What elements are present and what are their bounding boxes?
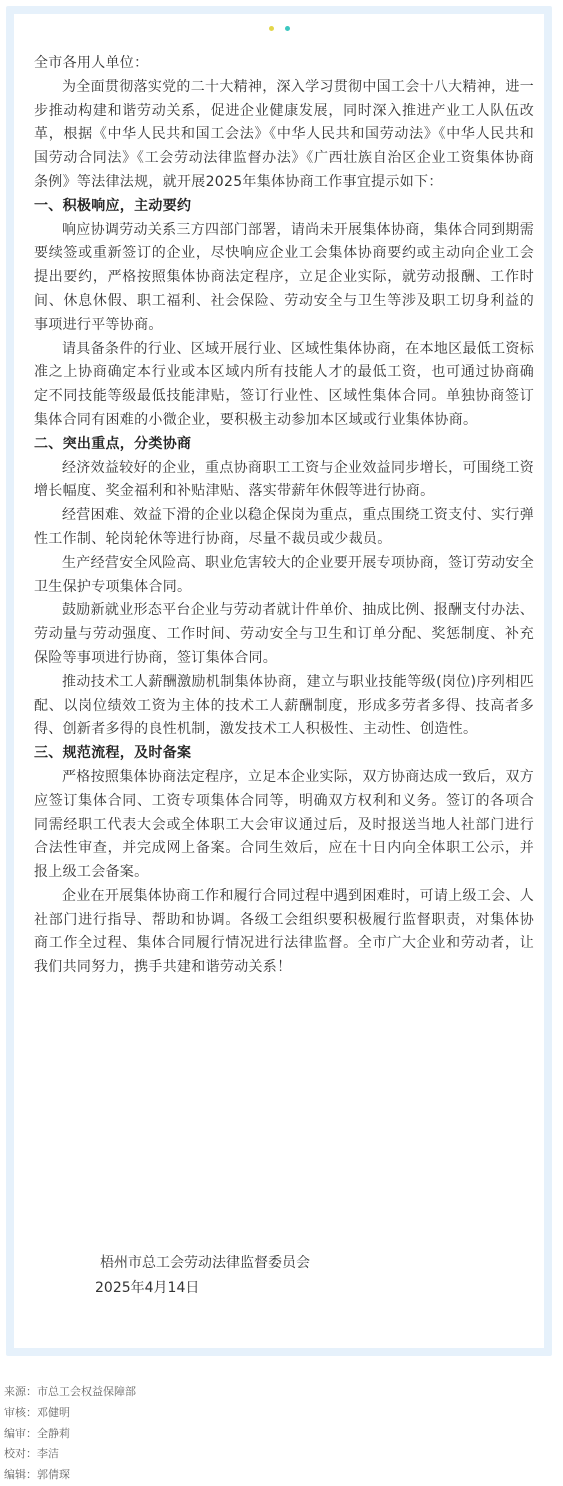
dot-teal-icon bbox=[285, 26, 290, 31]
section-heading-3: 三、规范流程，及时备案 bbox=[34, 745, 192, 762]
credit-source: 来源：市总工会权益保障部 bbox=[4, 1385, 136, 1398]
dot-yellow-icon bbox=[269, 26, 274, 31]
signature-date: 2025年4月14日 bbox=[95, 1280, 200, 1296]
section-1-paragraph-2: 请具备条件的行业、区域开展行业、区域性集体协商，在本地区最低工资标准之上协商确定本行业或本区域内所有技能人才的最低工资，也可通过协商确定不同技能等级最低技能津贴，签订行业性、区域性集体合同。单独协商签订集体合同有困难的小微企业，要积极主动参加本区域或行业集体协商。 bbox=[34, 340, 534, 428]
section-3-paragraph-1: 严格按照集体协商法定程序，立足本企业实际，双方协商达成一致后，双方应签订集体合同、工资专项集体合同等，明确双方权利和义务。签订的各项合同需经职工代表大会或全体职工大会审议通过后，及时报送当地人社部门进行合法性审查，并完成网上备案。合同生效后，应在十日内向全体职工公示，并报上级工会备案。 bbox=[34, 768, 534, 881]
section-2-paragraph-3: 生产经营安全风险高、职业危害较大的企业要开展专项协商，签订劳动安全卫生保护专项集体合同。 bbox=[34, 554, 534, 595]
greeting: 全市各用人单位： bbox=[34, 55, 149, 71]
section-2-paragraph-4: 鼓励新就业形态平台企业与劳动者就计件单价、抽成比例、报酬支付办法、劳动量与劳动强度、工作时间、劳动安全与卫生和订单分配、奖惩制度、补充保险等事项进行协商，签订集体合同。 bbox=[34, 602, 534, 666]
credit-proofreader: 校对：李洁 bbox=[4, 1447, 59, 1461]
article-body bbox=[34, 52, 534, 980]
section-2-paragraph-5: 推动技术工人薪酬激励机制集体协商，建立与职业技能等级(岗位)序列相匹配、以岗位绩效工资为主体的技术工人薪酬制度，形成多劳者多得、技高者多得、创新者多得的良性机制，激发技术工人积极性、主动性、创造性。 bbox=[34, 673, 534, 738]
decorative-dots bbox=[14, 26, 544, 31]
credit-reviewer: 审核：邓健明 bbox=[4, 1405, 70, 1419]
article-frame bbox=[6, 6, 552, 1356]
credit-editor-review: 编审：全静莉 bbox=[4, 1426, 70, 1440]
intro-paragraph: 为全面贯彻落实党的二十大精神，深入学习贯彻中国工会十八大精神，进一步推动构建和谐劳动关系，促进企业健康发展，同时深入推进产业工人队伍改革，根据《中华人民共和国工会法》《中华人民共和国劳动法》《中华人民共和国劳动合同法》《工会劳动法律监督办法》《广西壮族自治区企业工资集体协商条例》等法律法规，就开展2025年集体协商工作事宜提示如下： bbox=[34, 78, 534, 190]
section-3-paragraph-2: 企业在开展集体协商工作和履行合同过程中遇到困难时，可请上级工会、人社部门进行指导、帮助和协调。各级工会组织要积极履行监督职责，对集体协商工作全过程、集体合同履行情况进行法律监督。全市广大企业和劳动者，让我们共同努力，携手共建和谐劳动关系！ bbox=[34, 887, 534, 976]
signature-org: 梧州市总工会劳动法律监督委员会 bbox=[100, 1255, 310, 1271]
section-heading-2: 二、突出重点，分类协商 bbox=[34, 435, 192, 452]
article-card bbox=[14, 14, 544, 1348]
credit-editor: 编辑：郭倩琛 bbox=[4, 1468, 70, 1482]
section-2-paragraph-2: 经营困难、效益下滑的企业以稳企保岗为重点，重点围绕工资支付、实行弹性工作制、轮岗轮休等进行协商，尽量不裁员或少裁员。 bbox=[34, 507, 534, 547]
credits-block bbox=[4, 1382, 136, 1486]
section-heading-1: 一、积极响应，主动要约 bbox=[34, 197, 192, 214]
section-2-paragraph-1: 经济效益较好的企业，重点协商职工工资与企业效益同步增长，可围绕工资增长幅度、奖金福利和补贴津贴、落实带薪年休假等进行协商。 bbox=[34, 459, 534, 500]
section-1-paragraph-1: 响应协调劳动关系三方四部门部署，请尚未开展集体协商，集体合同到期需要续签或重新签订的企业，尽快响应企业工会集体协商要约或主动向企业工会提出要约，严格按照集体协商法定程序，立足企业实际，就劳动报酬、工作时间、休息休假、职工福利、社会保险、劳动安全与卫生等涉及职工切身利益的事项进行平等协商。 bbox=[34, 221, 534, 333]
